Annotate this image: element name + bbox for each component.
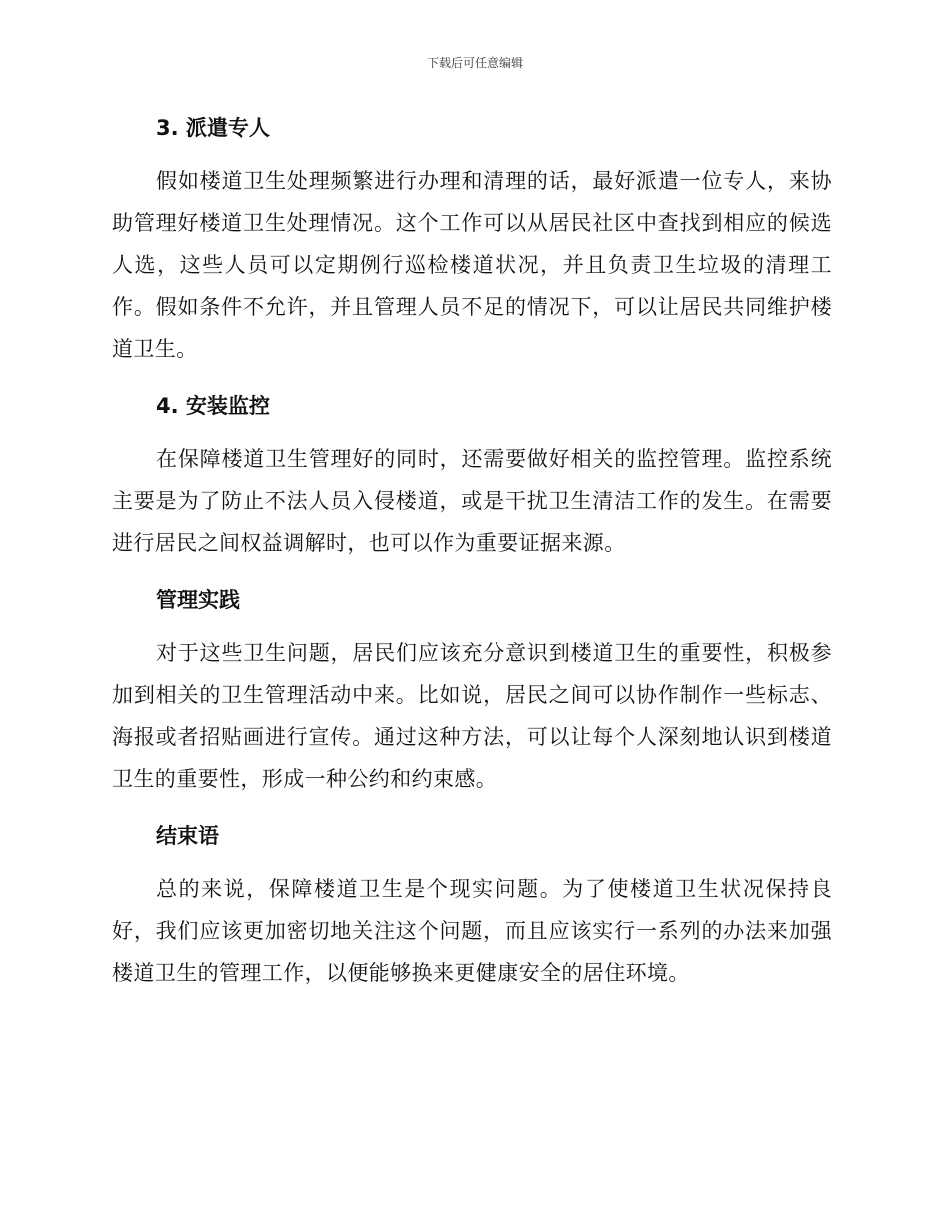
section-heading-install-monitoring: 4. 安装监控: [156, 394, 270, 418]
section-paragraph-conclusion: 总的来说，保障楼道卫生是个现实问题。为了使楼道卫生状况保持良好，我们应该更加密切地关注这个问题，而且应该实行一系列的办法来加强楼道卫生的管理工作，以便能够换来更健康安全的居住环境。: [112, 877, 832, 985]
section-paragraph-install-monitoring: 在保障楼道卫生管理好的同时，还需要做好相关的监控管理。监控系统主要是为了防止不法人员入侵楼道，或是干扰卫生清洁工作的发生。在需要进行居民之间权益调解时，也可以作为重要证据来源。: [112, 447, 832, 555]
section-paragraph-management-practice: 对于这些卫生问题，居民们应该充分意识到楼道卫生的重要性，积极参加到相关的卫生管理活动中来。比如说，居民之间可以协作制作一些标志、海报或者招贴画进行宣传。通过这种方法，可以让每个人深刻地认识到楼道卫生的重要性，形成一种公约和约束感。: [112, 641, 832, 791]
section-heading-conclusion: 结束语: [156, 824, 219, 848]
section-paragraph-dispatch-staff: 假如楼道卫生处理频繁进行办理和清理的话，最好派遣一位专人，来协助管理好楼道卫生处理情况。这个工作可以从居民社区中查找到相应的候选人选，这些人员可以定期例行巡检楼道状况，并且负责卫生垃圾的清理工作。假如条件不允许，并且管理人员不足的情况下，可以让居民共同维护楼道卫生。: [112, 169, 832, 361]
section-heading-dispatch-staff: 3. 派遣专人: [156, 116, 270, 140]
section-heading-management-practice: 管理实践: [156, 588, 240, 612]
document-body: [112, 108, 832, 994]
page-header-note: 下载后可任意编辑: [426, 56, 523, 70]
